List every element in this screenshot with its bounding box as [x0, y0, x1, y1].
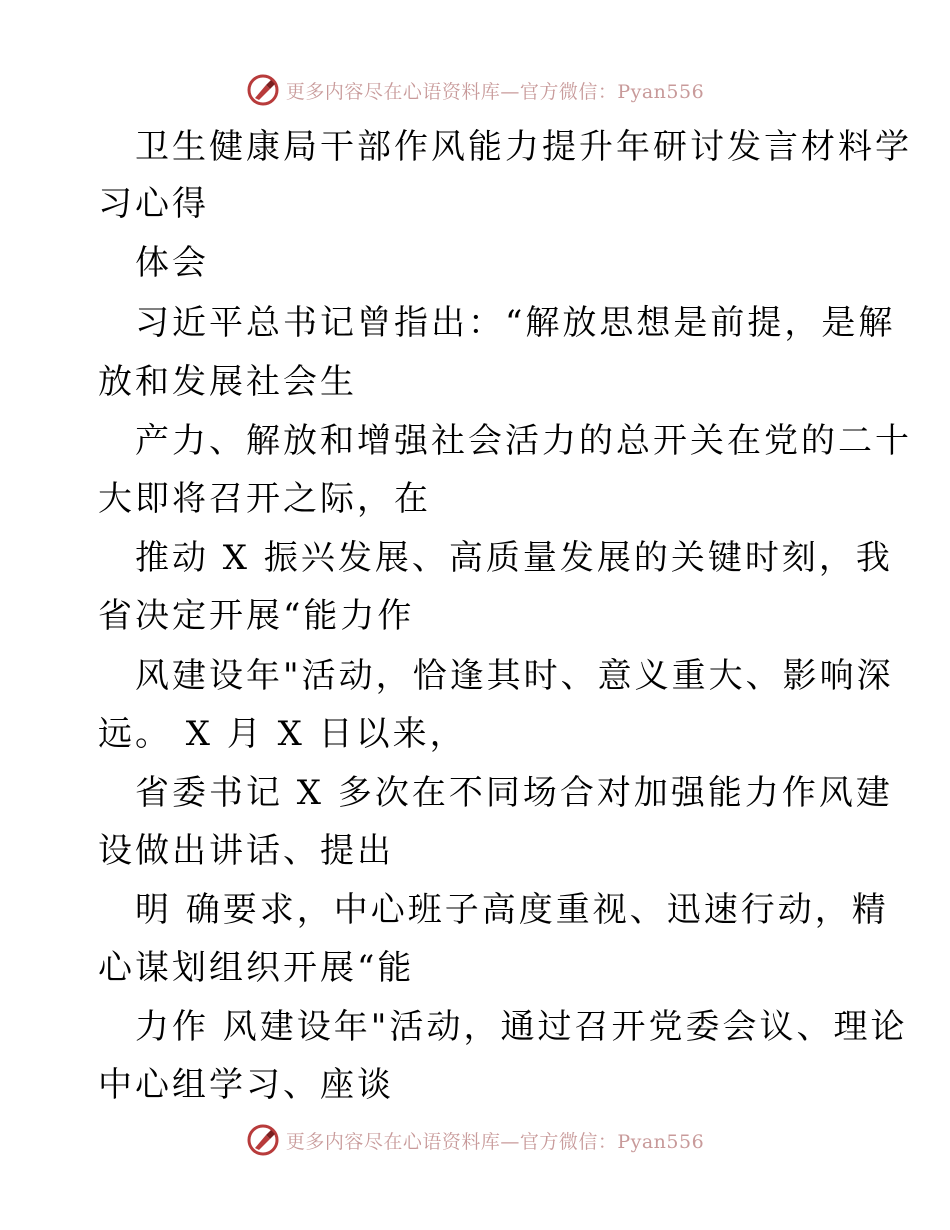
text-line: 力作 风建设年"活动，通过召开党委会议、理论: [135, 1007, 908, 1047]
text-line: 明 确要求，中心班子高度重视、迅速行动，精: [135, 890, 889, 930]
text-line: 省委书记 X 多次在不同场合对加强能力作风建: [135, 773, 893, 813]
text-line: 习近平总书记曾指出：“解放思想是前提，是解: [135, 303, 896, 343]
text-line: 省决定开展“能力作: [98, 596, 415, 636]
text-line: 设做出讲话、提出: [98, 831, 394, 871]
text-line: 风建设年"活动，恰逢其时、意义重大、影响深: [135, 656, 894, 696]
watermark-text: 更多内容尽在心语资料库—官方微信：Pyan556: [285, 80, 705, 103]
text-line: 推动 X 振兴发展、高质量发展的关键时刻，我: [135, 538, 893, 578]
watermark-text: 更多内容尽在心语资料库—官方微信：Pyan556: [285, 1130, 705, 1153]
text-line: 产力、解放和增强社会活力的总开关在党的二十: [135, 421, 912, 461]
text-line: 体会: [135, 243, 209, 283]
text-line: 放和发展社会生: [98, 362, 357, 402]
text-line: 大即将召开之际，在: [98, 479, 431, 519]
text-line: 心谋划组织开展“能: [98, 948, 415, 988]
text-line: 卫生健康局干部作风能力提升年研讨发言材料学: [135, 127, 912, 167]
text-line: 中心组学习、座谈: [98, 1065, 394, 1105]
footer-watermark: [0, 1120, 950, 1160]
text-line: 习心得: [98, 184, 209, 224]
text-line: 远。 X 月 X 日以来，: [98, 714, 467, 754]
pen-logo-icon: [246, 1123, 280, 1157]
